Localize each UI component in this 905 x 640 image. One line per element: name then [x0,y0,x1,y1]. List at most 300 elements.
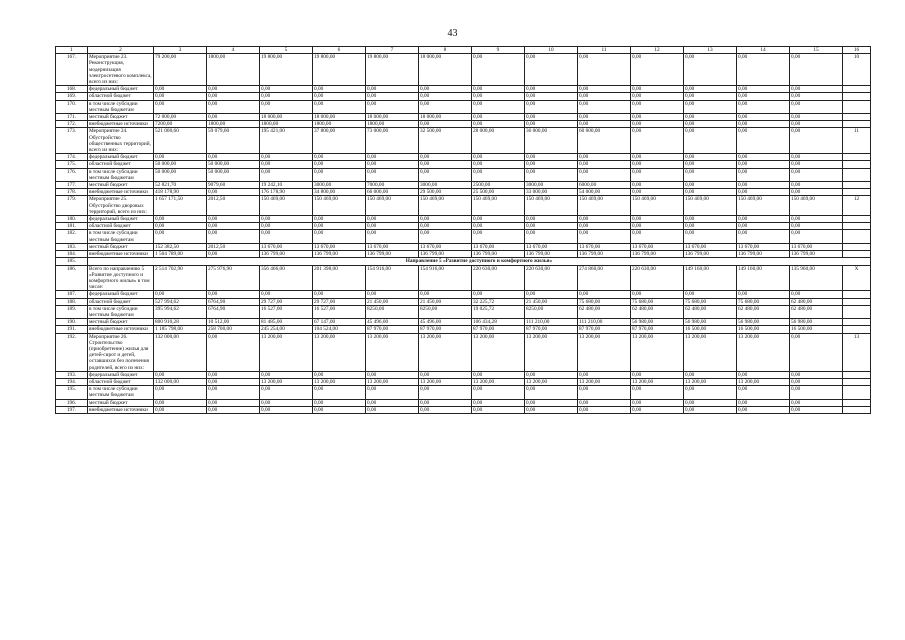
amount-cell: 0,00 [313,216,366,223]
amount-cell: 0,00 [631,399,684,406]
row-number-cell: 193. [56,371,88,378]
amount-cell: 28 000,00 [472,128,525,154]
amount-cell: 0,00 [631,230,684,243]
amount-cell: 0,00 [154,230,207,243]
column-number-cell: 11 [578,47,631,54]
item-name-cell: внебюджетные источники [88,406,154,413]
amount-cell: 0,00 [790,114,843,121]
indicator-cell [843,305,871,318]
table-row [56,378,871,385]
amount-cell: 0,00 [366,406,419,413]
indicator-cell [843,298,871,305]
amount-cell: 0,00 [684,230,737,243]
amount-cell: 0,00 [631,386,684,399]
row-number-cell: 172. [56,121,88,128]
table-row [56,399,871,406]
amount-cell: 0,00 [207,93,260,100]
row-number-cell: 178. [56,189,88,196]
table-row [56,371,871,378]
amount-cell: 29 500,00 [419,189,472,196]
amount-cell: 1800,00 [207,121,260,128]
amount-cell: 59 079,60 [207,128,260,154]
amount-cell: 0,00 [631,168,684,181]
table-row [56,196,871,216]
amount-cell: 0,00 [737,114,790,121]
amount-cell: 106 434,28 [472,319,525,326]
item-name-cell: федеральный бюджет [88,86,154,93]
amount-cell: 0,00 [737,168,790,181]
amount-cell: 0,00 [790,371,843,378]
amount-cell: 0,00 [472,114,525,121]
amount-cell: 0,00 [472,223,525,230]
row-number-cell: 184. [56,251,88,258]
amount-cell: 16 500,00 [684,326,737,333]
amount-cell: 0,00 [737,371,790,378]
amount-cell: 8250,00 [525,305,578,318]
amount-cell: 0,00 [419,291,472,298]
amount-cell: 0,00 [631,406,684,413]
amount-cell: 0,00 [790,230,843,243]
amount-cell: 0,00 [472,154,525,161]
amount-cell: 0,00 [366,168,419,181]
amount-cell: 13 670,00 [790,243,843,250]
amount-cell: 75 680,00 [578,298,631,305]
amount-cell: 0,00 [207,100,260,113]
amount-cell: 220 630,00 [631,265,684,291]
item-name-cell: Мероприятие 24. Обустройство общественных территорий, всего из них: [88,128,154,154]
row-number-cell: 197. [56,406,88,413]
amount-cell: 0,00 [525,230,578,243]
indicator-cell [843,121,871,128]
amount-cell: 16 500,00 [790,326,843,333]
amount-cell: 0,00 [684,216,737,223]
amount-cell: 0,00 [525,100,578,113]
amount-cell: 81 485,00 [260,319,313,326]
row-number-cell: 187. [56,291,88,298]
amount-cell: 0,00 [684,100,737,113]
row-number-cell: 169. [56,93,88,100]
amount-cell: 0,00 [631,121,684,128]
row-number-cell: 190. [56,319,88,326]
amount-cell: 2012,50 [207,196,260,216]
amount-cell: 0,00 [419,230,472,243]
amount-cell: 10 512,00 [207,319,260,326]
amount-cell: 0,00 [525,371,578,378]
amount-cell: 0,00 [260,371,313,378]
row-number-cell: 179. [56,196,88,216]
item-name-cell: Мероприятие 23. Реконструкция, модернизация электросетевого комплекса, всего из них: [89,54,152,86]
amount-cell: 0,00 [790,168,843,181]
amount-cell: 0,00 [366,216,419,223]
column-number-cell: 4 [207,47,260,54]
item-name-cell: областной бюджет [88,93,154,100]
amount-cell: 50 000,00 [154,161,207,168]
amount-cell: 21 450,00 [419,298,472,305]
amount-cell: 0,00 [684,154,737,161]
amount-cell: 0,00 [578,154,631,161]
row-number-cell: 192. [56,333,88,371]
amount-cell: 29 727,00 [313,298,366,305]
amount-cell: 79 200,00 [154,54,207,86]
item-name-cell: местный бюджет [88,319,154,326]
table-row [56,319,871,326]
amount-cell: 45 496,00 [366,319,419,326]
amount-cell: 0,00 [207,223,260,230]
amount-cell: 2012,50 [207,243,260,250]
amount-cell: 0,00 [154,386,207,399]
amount-cell: 62 480,00 [790,305,843,318]
amount-cell: 0,00 [207,371,260,378]
amount-cell: 0,00 [313,399,366,406]
amount-cell: 13 200,00 [525,378,578,385]
item-name-cell: Мероприятие 25. Обустройство дворовых территорий, всего из них: [88,196,154,216]
table-row [56,326,871,333]
amount-cell: 21 450,00 [525,298,578,305]
amount-cell: 111 210,00 [578,319,631,326]
amount-cell: 13 200,00 [737,378,790,385]
indicator-cell [843,326,871,333]
indicator-cell: 13 [843,333,871,371]
amount-cell: 0,00 [525,121,578,128]
amount-cell: 19 800,00 [260,54,313,86]
amount-cell: 0,00 [525,154,578,161]
amount-cell: 135 960,00 [790,265,843,291]
amount-cell: 0,00 [154,371,207,378]
item-name-cell: внебюджетные источники [88,326,154,333]
amount-cell: 0,00 [313,161,366,168]
table-row [56,182,871,189]
amount-cell: 0,00 [737,386,790,399]
amount-cell: 0,00 [684,86,737,93]
amount-cell: 0,00 [472,86,525,93]
amount-cell: 0,00 [578,386,631,399]
amount-cell: 0,00 [631,161,684,168]
amount-cell: 0,00 [419,386,472,399]
amount-cell: 0,00 [578,161,631,168]
amount-cell: 0,00 [154,86,207,93]
column-number-cell: 9 [472,47,525,54]
row-number-cell: 176. [56,168,88,181]
amount-cell: 56 980,00 [737,319,790,326]
item-name-cell: федеральный бюджет [88,371,154,378]
amount-cell: 0,00 [154,216,207,223]
amount-cell: 16 527,00 [313,305,366,318]
amount-cell: 136 799,00 [578,251,631,258]
item-name-cell: местный бюджет [88,114,154,121]
column-number-cell: 3 [154,47,207,54]
amount-cell: 8250,00 [366,305,419,318]
amount-cell: 75 680,00 [737,298,790,305]
amount-cell: 0,00 [684,371,737,378]
table-body [56,47,871,414]
amount-cell: 1800,00 [207,54,260,86]
amount-cell: 150 469,00 [366,196,419,216]
amount-cell: 13 200,00 [419,333,472,371]
amount-cell: 0,00 [207,399,260,406]
amount-cell: 0,00 [207,333,260,371]
column-number-cell: 13 [684,47,737,54]
amount-cell: 274 860,00 [578,265,631,291]
amount-cell: 132 000,00 [154,333,207,371]
amount-cell: 13 670,00 [419,243,472,250]
amount-cell: 0,00 [684,54,737,86]
amount-cell: 72 000,00 [154,114,207,121]
amount-cell: 0,00 [684,182,737,189]
indicator-cell [843,161,871,168]
amount-cell: 62 480,00 [790,298,843,305]
indicator-cell [843,230,871,243]
amount-cell: 3000,00 [525,182,578,189]
amount-cell: 0,00 [684,189,737,196]
row-number-cell: 181. [56,223,88,230]
amount-cell: 0,00 [525,223,578,230]
amount-cell: 13 670,00 [578,243,631,250]
amount-cell: 0,00 [790,291,843,298]
amount-cell: 0,00 [525,168,578,181]
amount-cell: 0,00 [737,399,790,406]
amount-cell: 13 200,00 [631,333,684,371]
table-row [56,223,871,230]
amount-cell: 154 916,00 [366,265,419,291]
amount-cell: 0,00 [631,114,684,121]
table-row [56,230,871,243]
amount-cell: 0,00 [260,406,313,413]
amount-cell: 0,00 [472,100,525,113]
amount-cell: 0,00 [790,386,843,399]
item-name-cell: областной бюджет [88,298,154,305]
amount-cell: 0,00 [578,371,631,378]
amount-cell: 0,00 [472,291,525,298]
amount-cell: 13 200,00 [684,378,737,385]
amount-cell: 0,00 [260,291,313,298]
row-number-cell: 175. [56,161,88,168]
amount-cell: 6000,00 [578,182,631,189]
column-number-cell: 1 [56,47,88,54]
indicator-cell [843,378,871,385]
amount-cell: 0,00 [366,154,419,161]
row-number-cell: 185. [56,258,88,265]
table-row [56,251,871,258]
amount-cell: 62 480,00 [578,305,631,318]
amount-cell: 13 670,00 [472,243,525,250]
amount-cell: 0,00 [578,54,631,86]
amount-cell: 0,00 [737,216,790,223]
amount-cell: 150 469,00 [790,196,843,216]
amount-cell: 19 800,00 [366,54,419,86]
amount-cell: 0,00 [578,86,631,93]
amount-cell: 800 910,28 [154,319,207,326]
item-name-cell: в том числе субсидии местным бюджетам [88,230,154,243]
amount-cell: 0,00 [737,223,790,230]
amount-cell: 0,00 [684,223,737,230]
table-row [56,54,871,86]
row-number-cell: 191. [56,326,88,333]
table-row [56,216,871,223]
amount-cell: 418 178,90 [154,189,207,196]
amount-cell: 0,00 [207,251,260,258]
amount-cell: 0,00 [631,93,684,100]
amount-cell: 0,00 [419,371,472,378]
amount-cell: 0,00 [790,189,843,196]
amount-cell: 0,00 [472,371,525,378]
amount-cell: 0,00 [313,93,366,100]
amount-cell: 0,00 [631,54,684,86]
amount-cell: 87 970,00 [578,326,631,333]
amount-cell: 150 469,00 [684,196,737,216]
amount-cell: 0,00 [366,399,419,406]
amount-cell: 2 514 702,90 [154,265,207,291]
amount-cell: 0,00 [472,161,525,168]
amount-cell: 75 680,00 [684,298,737,305]
table-row [56,258,871,265]
row-number-cell: 188. [56,298,88,305]
amount-cell: 9079,60 [207,182,260,189]
amount-cell: 0,00 [472,168,525,181]
amount-cell: 13 200,00 [366,378,419,385]
amount-cell: 136 799,00 [525,251,578,258]
table-row [56,243,871,250]
amount-cell: 62 480,00 [684,305,737,318]
amount-cell: 136 799,00 [631,251,684,258]
amount-cell: 0,00 [313,154,366,161]
amount-cell: 220 630,00 [525,265,578,291]
item-name-cell: федеральный бюджет [88,154,154,161]
amount-cell: 195 421,00 [260,128,313,154]
amount-cell: 0,00 [313,230,366,243]
amount-cell: 0,00 [207,86,260,93]
amount-cell: 149 160,00 [684,265,737,291]
table-row [56,128,871,154]
amount-cell: 0,00 [525,216,578,223]
amount-cell: 13 200,00 [313,378,366,385]
amount-cell: 6764,90 [207,305,260,318]
indicator-cell: Х [843,265,871,291]
amount-cell: 1 185 798,00 [154,326,207,333]
amount-cell: 32 225,72 [472,298,525,305]
amount-cell: 0,00 [684,399,737,406]
amount-cell: 0,00 [419,223,472,230]
row-number-cell: 189. [56,305,88,318]
table-row [56,406,871,413]
amount-cell: 0,00 [366,161,419,168]
amount-cell: 36 000,00 [525,128,578,154]
amount-cell: 0,00 [578,168,631,181]
amount-cell: 0,00 [578,100,631,113]
item-name-cell: областной бюджет [88,223,154,230]
amount-cell: 13 200,00 [578,378,631,385]
amount-cell: 0,00 [631,128,684,154]
amount-cell: 0,00 [578,216,631,223]
amount-cell: 0,00 [525,54,578,86]
amount-cell: 136 799,00 [313,251,366,258]
amount-cell: 75 680,00 [631,298,684,305]
row-number-cell: 171. [56,114,88,121]
amount-cell: 0,00 [790,406,843,413]
amount-cell: 521 000,60 [154,128,207,154]
amount-cell: 1 657 171,50 [154,196,207,216]
amount-cell: 32 500,00 [419,128,472,154]
table-row [56,386,871,399]
amount-cell: 245 254,00 [260,326,313,333]
amount-cell: 50 000,00 [154,168,207,181]
amount-cell: 0,00 [472,406,525,413]
amount-cell: 0,00 [207,216,260,223]
amount-cell: 0,00 [790,216,843,223]
column-number-cell: 12 [631,47,684,54]
amount-cell: 0,00 [366,93,419,100]
amount-cell: 176 178,90 [260,189,313,196]
amount-cell: 201 398,00 [313,265,366,291]
item-name-cell: внебюджетные источники [88,251,154,258]
amount-cell: 150 469,00 [578,196,631,216]
amount-cell: 56 980,00 [631,319,684,326]
amount-cell: 13 200,00 [684,333,737,371]
amount-cell: 0,00 [684,93,737,100]
row-number-cell: 177. [56,182,88,189]
amount-cell: 0,00 [790,100,843,113]
amount-cell: 0,00 [737,54,790,86]
amount-cell: 0,00 [260,86,313,93]
row-number-cell: 180. [56,216,88,223]
indicator-cell [843,386,871,399]
amount-cell: 0,00 [260,93,313,100]
indicator-cell [843,223,871,230]
amount-cell: 136 799,00 [737,251,790,258]
amount-cell: 0,00 [684,291,737,298]
column-number-cell: 5 [260,47,313,54]
amount-cell: 0,00 [154,406,207,413]
amount-cell: 87 970,00 [366,326,419,333]
amount-cell: 1800,00 [260,121,313,128]
amount-cell: 0,00 [419,216,472,223]
amount-cell: 0,00 [419,406,472,413]
indicator-cell [843,154,871,161]
amount-cell: 0,00 [737,182,790,189]
amount-cell: 13 200,00 [313,333,366,371]
amount-cell: 275 976,90 [207,265,260,291]
amount-cell: 0,00 [525,114,578,121]
amount-cell: 258 700,00 [207,326,260,333]
amount-cell: 0,00 [525,406,578,413]
amount-cell: 0,00 [207,154,260,161]
amount-cell: 0,00 [525,86,578,93]
amount-cell: 152 382,50 [154,243,207,250]
amount-cell: 0,00 [313,291,366,298]
amount-cell: 18 000,00 [313,114,366,121]
amount-cell: 13 200,00 [260,333,313,371]
amount-cell: 2500,00 [472,182,525,189]
amount-cell: 0,00 [313,168,366,181]
amount-cell: 0,00 [790,154,843,161]
amount-cell: 18 000,00 [419,54,472,86]
indicator-cell: 12 [843,196,871,216]
amount-cell: 13 670,00 [260,243,313,250]
table-row [56,265,871,291]
budget-table [55,46,871,414]
amount-cell: 13 200,00 [472,333,525,371]
item-name-cell: в том числе субсидии местным бюджетам [88,168,154,181]
table-row [56,86,871,93]
amount-cell: 136 799,00 [472,251,525,258]
amount-cell: 13 200,00 [737,333,790,371]
amount-cell: 1 504 789,00 [154,251,207,258]
amount-cell: 87 970,00 [419,326,472,333]
amount-cell: 0,00 [737,121,790,128]
amount-cell: 0,00 [419,93,472,100]
amount-cell: 136 799,00 [419,251,472,258]
amount-cell: 7200,00 [154,121,207,128]
amount-cell: 33 000,00 [525,189,578,196]
